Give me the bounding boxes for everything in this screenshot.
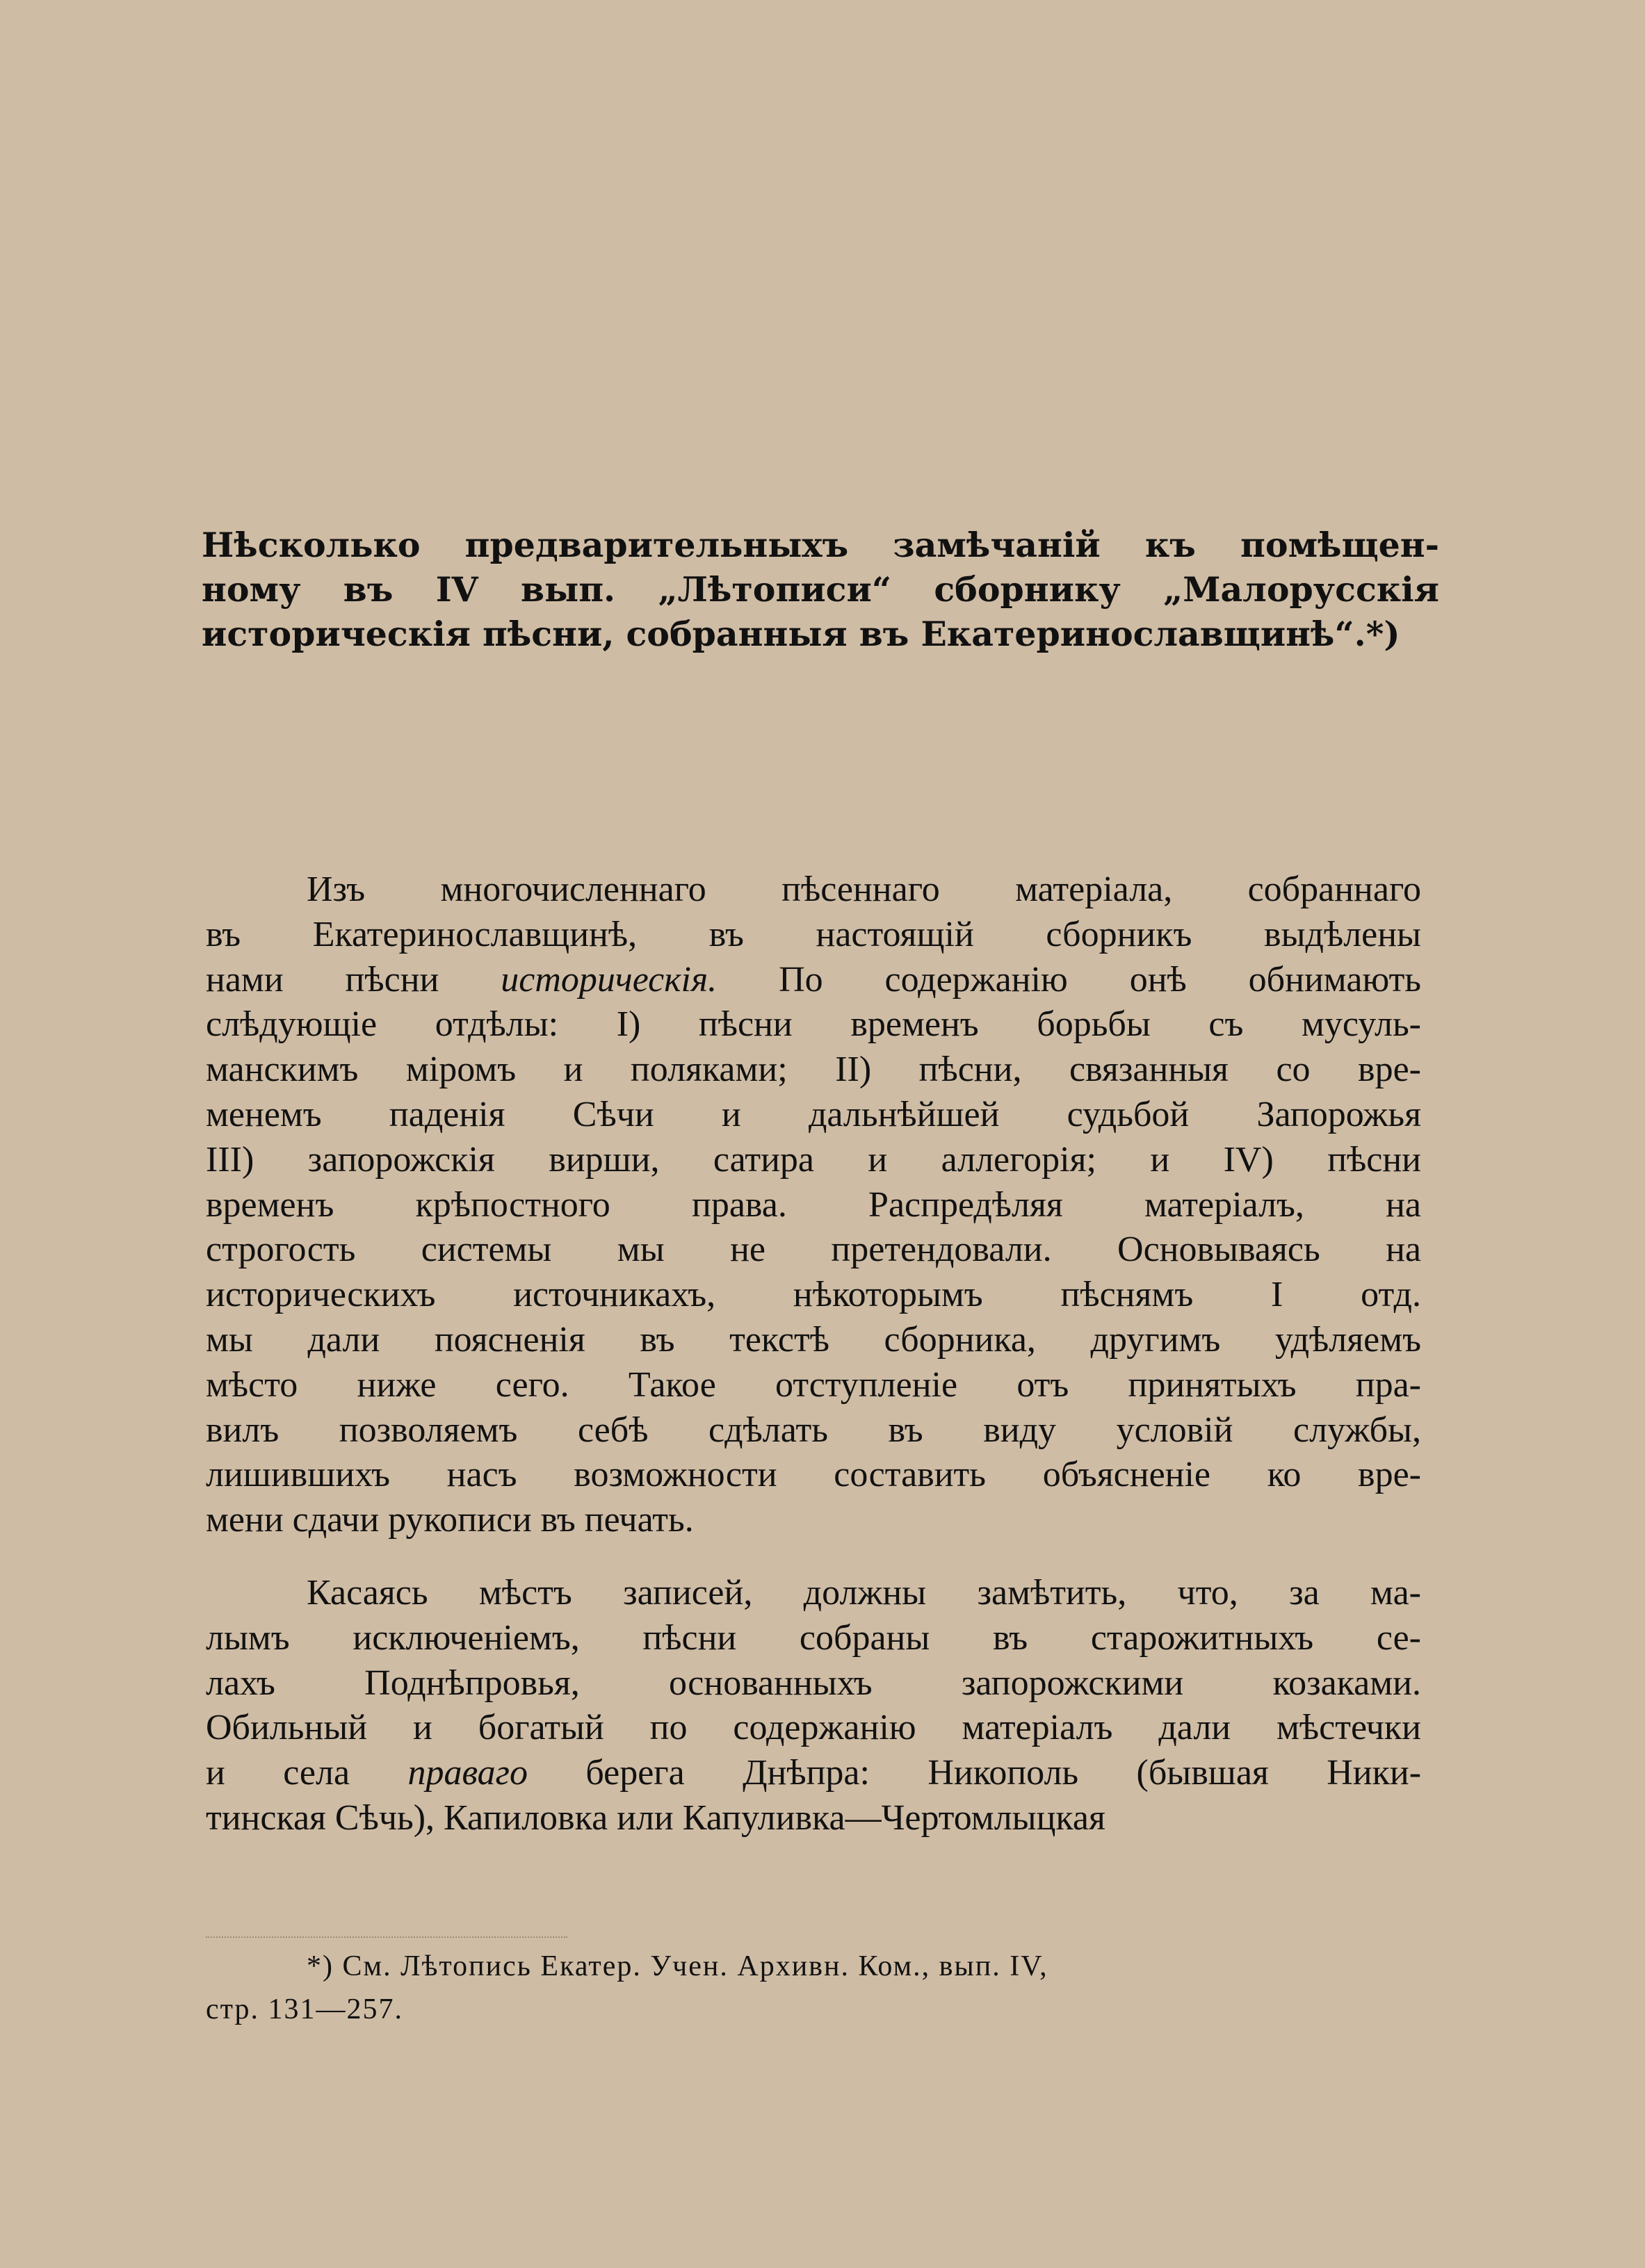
text-line: лахъ Поднѣпровья, основанныхъ запорожскими козаками. <box>206 1663 1421 1703</box>
text-line: мы дали поясненія въ текстѣ сборника, другимъ удѣляемъ <box>206 1319 1421 1360</box>
text-line: менемъ паденія Сѣчи и дальнѣйшей судьбой Запорожья <box>206 1094 1421 1134</box>
text-line: историческихъ источникахъ, нѣкоторымъ пѣснямъ I отд. <box>206 1275 1421 1315</box>
title-line: историческія пѣсни, собранныя въ Екатеринославщинѣ“.*) <box>202 614 1400 654</box>
footnote-separator <box>206 1936 567 1938</box>
text-line: временъ крѣпостного права. Распредѣляя матеріалъ, на <box>206 1184 1421 1225</box>
footnote-line: стр. 131—257. <box>206 1993 404 2025</box>
article-title <box>202 523 1439 656</box>
text-fragment: нами пѣсни <box>206 959 439 1000</box>
text-line: мени сдачи рукописи въ печать. <box>206 1500 694 1540</box>
italic-emphasis: историческія. <box>501 959 718 1000</box>
body-text <box>206 867 1421 1841</box>
text-line: строгость системы мы не претендовали. Основываясь на <box>206 1230 1421 1270</box>
paragraph-2 <box>206 1571 1421 1841</box>
footnote-line: *) См. Лѣтопись Екатер. Учен. Архивн. Ком., вып. IV, <box>307 1950 1048 1982</box>
text-line: лишившихъ насъ возможности составить объясненіе ко вре- <box>206 1455 1421 1495</box>
text-line: въ Екатеринославщинѣ, въ настоящій сборникъ выдѣлены <box>206 914 1421 954</box>
italic-emphasis: праваго <box>407 1753 528 1793</box>
text-fragment: По содержанію онѣ обнимають <box>779 959 1422 1000</box>
paragraph-1 <box>206 867 1421 1543</box>
text-line: вилъ позволяемъ себѣ сдѣлать въ виду условій службы, <box>206 1410 1421 1450</box>
text-line <box>206 1751 1421 1796</box>
text-line: тинская Сѣчь), Капиловка или Капуливка—Чертомлыцкая <box>206 1797 1105 1838</box>
text-fragment: и села <box>206 1753 350 1793</box>
text-fragment: берега Днѣпра: Никополь (бывшая Ники- <box>585 1753 1422 1793</box>
paragraph-gap <box>206 1543 1421 1571</box>
text-line: Обильный и богатый по содержанію матеріалъ дали мѣстечки <box>206 1708 1421 1748</box>
text-line: Изъ многочисленнаго пѣсеннаго матеріала, собраннаго <box>307 870 1421 909</box>
footnote <box>206 1945 1346 2031</box>
text-line: Касаясь мѣстъ записей, должны замѣтить, что, за ма- <box>307 1572 1421 1613</box>
title-line: Нѣсколько предварительныхъ замѣчаній къ помѣщен- <box>202 525 1439 565</box>
title-line: ному въ IV вып. „Лѣтописи“ сборнику „Малорусскія <box>202 569 1439 610</box>
text-line: манскимъ міромъ и поляками; II) пѣсни, связанныя со вре- <box>206 1050 1421 1090</box>
text-line: лымъ исключеніемъ, пѣсни собраны въ старожитныхъ се- <box>206 1617 1421 1658</box>
text-line: слѣдующіе отдѣлы: I) пѣсни временъ борьбы съ мусуль- <box>206 1004 1421 1045</box>
text-line <box>206 958 1421 1003</box>
text-line: III) запорожскія вирши, сатира и аллегорія; и IV) пѣсни <box>206 1139 1421 1180</box>
text-line: мѣсто ниже сего. Такое отступленіе отъ принятыхъ пра- <box>206 1364 1421 1405</box>
